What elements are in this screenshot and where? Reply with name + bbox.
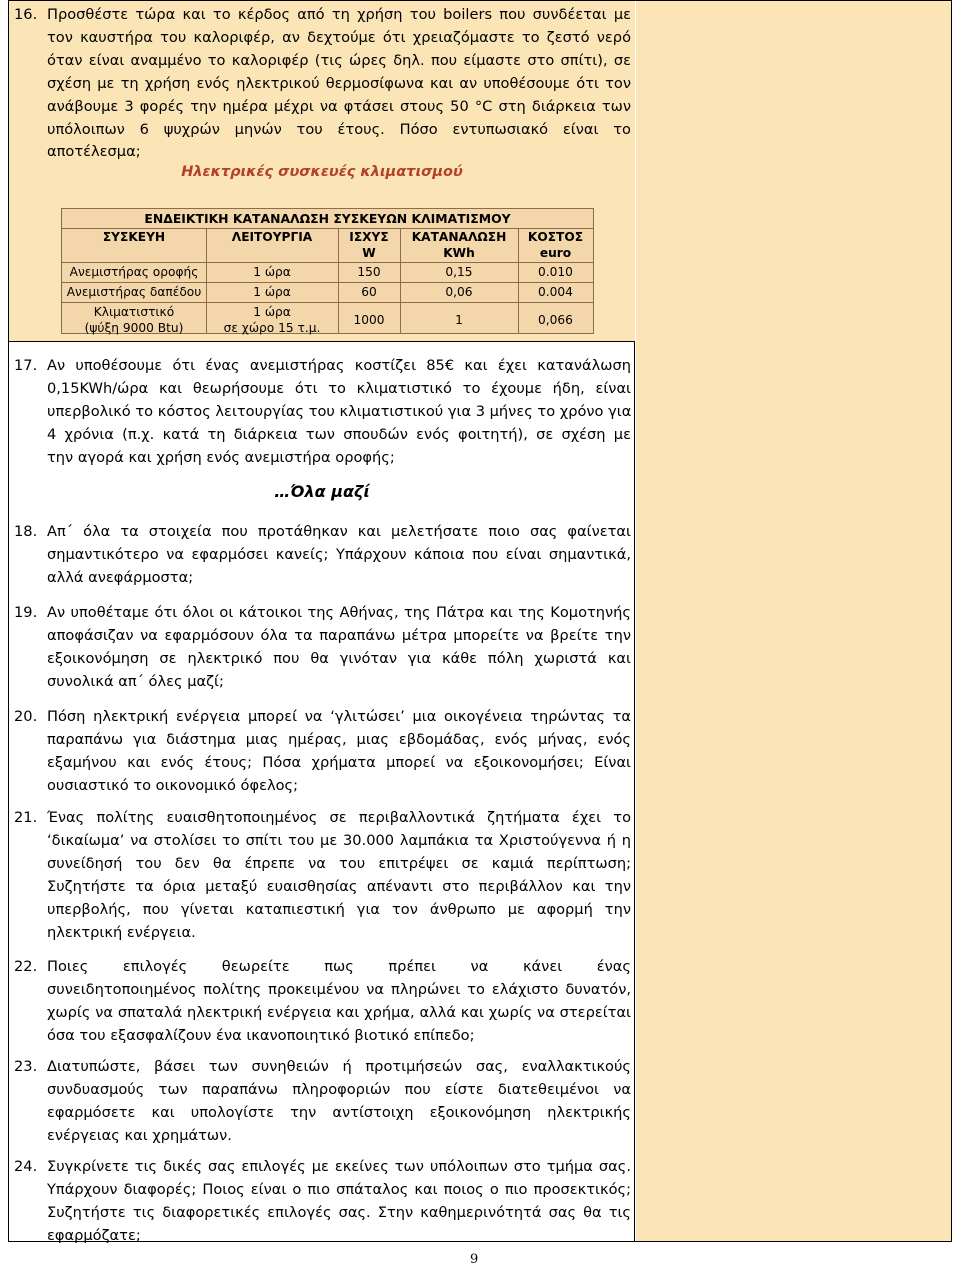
q20-line: παραπάνω για διάστημα μιας ημέρας, μιας εβδομάδας, ενός μήνας, ενός [47,730,631,748]
q21-line: συνείδησή του δεν θα έπρεπε να του επιτρέψει σε καμιά περίπτωση; [47,854,631,872]
header-cost: ΚΟΣΤΟΣ euro [527,230,584,260]
table-row-1-power: 150 [357,265,381,279]
q21-line: ‘δικαίωμα’ να στολίσει το σπίτι του με 30.000 λαμπάκια τα Χριστούγεννα ή η [47,831,631,849]
q17-line: την αγορά και χρήση ενός ανεμιστήρα οροφής; [47,448,395,466]
q22-line: Ποιες επιλογές θεωρείτε πως πρέπει να κάνει ένας [47,958,631,975]
q16-line: σχέση με τη χρήση ενός ηλεκτρικού θερμοσίφωνα και αν υποθέσουμε ότι τον [47,74,631,92]
question-17-number: 17. [14,357,38,374]
section-subheading: …Όλα μαζί [274,482,370,501]
q20-line: εξαμήνου και ενός έτους; Πόσα χρήματα μπορεί να εξοικονομήσει; Είναι [47,753,631,771]
table-row-3-consumption: 1 [455,313,463,327]
table-row-3-operation: 1 ώρα σε χώρο 15 τ.μ. [223,305,321,335]
question-22 [47,956,631,1048]
q21-line: Συζητήστε τα όρια μεταξύ ευαισθησίας απέναντι στο περιβάλλον και την [47,877,631,895]
q22-line: χωρίς να σπαταλά ηλεκτρική ενέργεια και χρήμα, αλλά και χωρίς να στερείται [47,1003,631,1021]
q24-line: Συγκρίνετε τις δικές σας επιλογές με εκείνες των υπόλοιπων στο τμήμα σας. [47,1158,631,1175]
table-row-3-device: Κλιματιστικό (ψύξη 9000 Btu) [84,305,184,335]
table-title: ΕΝΔΕΙΚΤΙΚΗ ΚΑΤΑΝΑΛΩΣΗ ΣΥΣΚΕΥΩΝ ΚΛΙΜΑΤΙΣΜΟΥ [144,211,511,226]
section-heading: Ηλεκτρικές συσκευές κλιματισμού [181,164,463,180]
question-17 [47,355,631,470]
q19-line: Αν υποθέταμε ότι όλοι οι κάτοικοι της Αθήνας, της Πάτρα και της Κομοτηνής [47,604,631,621]
q17-line: 0,15KWh/ώρα και θεωρήσουμε ότι το κλιματιστικό το έχουμε ήδη, είναι [47,379,631,397]
answer-column [636,1,951,1241]
question-19 [47,602,631,694]
header-operation: ΛΕΙΤΟΥΡΓΙΑ [231,230,313,244]
q19-line: εξοικονόμηση σε ηλεκτρικό που θα γινόταν για κάθε πόλη χωριστά και [47,649,631,667]
q17-line: υπερβολικό το κόστος λειτουργίας του κλιματιστικού για 3 μήνες το χρόνο για [47,402,632,420]
header-device: ΣΥΣΚΕΥΗ [102,230,166,244]
q20-line: ουσιαστικό το οικονομικό όφελος; [47,776,299,794]
question-22-number: 22. [14,958,38,975]
q18-line: Απ΄ όλα τα στοιχεία που προτάθηκαν και μελετήσατε ποιο σας φαίνεται [47,523,631,540]
question-18-number: 18. [14,523,38,540]
header-power: ΙΣΧΥΣ W [349,230,389,260]
question-16-number: 16. [14,6,38,23]
question-21 [47,807,631,944]
q24-line: Συζητήστε τις διαφορετικές επιλογές σας. Στην καθημερινότητά σας θα τις [47,1203,631,1221]
q18-line: αλλά ανεφάρμοστα; [47,568,194,586]
question-20-number: 20. [14,708,38,725]
table-row-2-device: Ανεμιστήρας δαπέδου [66,285,202,299]
table-row-2-operation: 1 ώρα [253,285,291,299]
q23-line: Διατυπώστε, βάσει των συνηθειών ή προτιμήσεών σας, εναλλακτικούς [47,1058,631,1075]
q17-line: 4 χρόνια (π.χ. κατά τη διάρκεια των σπουδών ενός φοιτητή), σε σχέση με [47,425,631,443]
q16-line: όταν είναι αναμμένο το καλοριφέρ (τις ώρες δηλ. που είμαστε στο σπίτι), σε [47,51,631,69]
q21-line: υπερβολής, που γίνεται καταπιεστική για τον άνθρωπο με αφορμή την [47,900,631,918]
table-row-1-device: Ανεμιστήρας οροφής [69,265,199,279]
question-23 [47,1056,631,1148]
q19-line: αποφάσιζαν να εφαρμόσουν όλα τα παραπάνω μέτρα μπορείτε να βρείτε την [47,626,631,644]
question-20 [47,706,631,798]
q16-line: υπόλοιπων 6 ψυχρών μηνών του έτους. Πόσο εντυπωσιακό είναι το [47,120,631,138]
q21-line: Ένας πολίτης ευαισθητοποιημένος σε περιβαλλοντικά ζητήματα έχει το [47,809,631,826]
table-row-2-power: 60 [361,285,377,299]
consumption-table [61,208,594,334]
table-row-1-operation: 1 ώρα [253,265,291,279]
q24-line: Υπάρχουν διαφορές; Ποιος είναι ο πιο σπάταλος και ποιος ο πιο προσεκτικός; [47,1180,631,1198]
question-19-number: 19. [14,604,38,621]
header-consumption: ΚΑΤΑΝΑΛΩΣΗ KWh [411,230,507,260]
q21-line: ηλεκτρική ενέργεια. [47,923,196,941]
question-24 [47,1156,631,1248]
q22-line: συνειδητοποιημένος πολίτης προκειμένου να πληρώνει το ελάχιστο δυνατόν, [47,980,631,998]
q23-line: συνδυασμούς των παραπάνω πληροφοριών που είστε διατεθειμένοι να [47,1080,631,1098]
q16-line: αποτέλεσμα; [47,143,141,161]
table-row-2-cost: 0.004 [538,285,573,299]
table-row-1-cost: 0.010 [538,265,573,279]
page-number: 9 [470,1252,479,1267]
question-21-number: 21. [14,809,38,826]
question-16 [47,4,631,164]
table-row-3-power: 1000 [353,313,385,327]
q16-line: ανάβουμε 3 φορές την ημέρα μέχρι να φτάσει στους 50 °C στη διάρκεια των [47,97,631,115]
q24-line: εφαρμόζατε; [47,1226,141,1244]
table-row-2-consumption: 0,06 [445,285,473,299]
table-row-1-consumption: 0,15 [445,265,473,279]
q17-line: Αν υποθέσουμε ότι ένας ανεμιστήρας κοστίζει 85€ και έχει κατανάλωση [47,357,631,374]
q19-line: συνολικά απ΄ όλες μαζί; [47,672,224,690]
table-row-3-cost: 0,066 [538,313,573,327]
q22-line: όσα του εξασφαλίζουν ένα ικανοποιητικό βιοτικό επίπεδο; [47,1026,475,1044]
q16-line: Προσθέστε τώρα και το κέρδος από τη χρήση του boilers που συνδέεται με [47,6,631,23]
q20-line: Πόση ηλεκτρική ενέργεια μπορεί να ‘γλιτώσει’ μια οικογένεια τηρώντας τα [47,708,631,725]
q18-line: σημαντικότερο να εφαρμόσει κανείς; Υπάρχουν κάποια που είναι σημαντικά, [47,545,631,563]
question-24-number: 24. [14,1158,38,1175]
q23-line: εφαρμόσετε και υπολογίστε την αντίστοιχη εξοικονόμηση ηλεκτρικής [47,1103,631,1121]
q16-line: τον καυστήρα του καλοριφέρ, αν δεχτούμε ότι χρειαζόμαστε το ζεστό νερό [47,28,631,46]
question-23-number: 23. [14,1058,38,1075]
q23-line: ενέργειας και χρημάτων. [47,1126,232,1144]
question-18 [47,521,631,590]
content-column [9,1,635,1244]
